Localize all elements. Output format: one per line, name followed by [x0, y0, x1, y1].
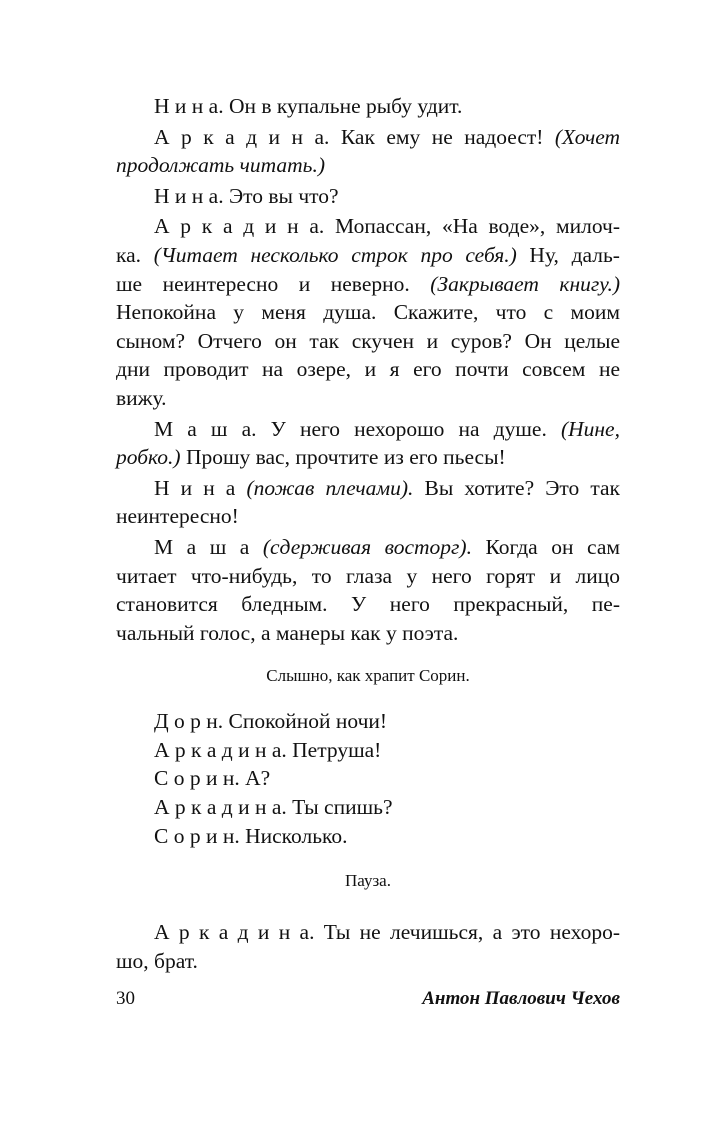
speaker: Н и н а. [154, 183, 224, 208]
speech: дни проводит на озере, и я его почти совсем не [116, 357, 620, 382]
speech: А? [239, 766, 271, 791]
speech: Мопассан, «На воде», милоч- [324, 214, 620, 239]
speech: Это вы что? [223, 183, 339, 208]
speech: Непокойна у меня душа. Скажите, что с моим [116, 300, 620, 325]
speech: Вы хотите? Это так [413, 475, 620, 500]
text-line [116, 241, 620, 270]
text-line [116, 123, 620, 152]
text-line [116, 918, 620, 947]
stage-direction: (Хочет [554, 124, 620, 149]
stage-direction: робко.) [116, 445, 181, 470]
text-line [116, 764, 620, 793]
speech: Ты не лечишься, а это нехоро- [314, 920, 620, 945]
speaker: А р к а д и н а. [154, 124, 330, 149]
text-line [116, 736, 620, 765]
speech: чальный голос, а манеры как у поэта. [116, 620, 459, 645]
text-line [116, 443, 620, 472]
running-author: Антон Павлович Чехов [422, 988, 620, 1009]
speech: Он в купальне рыбу удит. [223, 94, 463, 118]
text-line [116, 793, 620, 822]
speech: Прошу вас, прочтите из его пьесы! [180, 445, 506, 470]
text-line [116, 822, 620, 851]
text-line [116, 92, 620, 121]
text-line [116, 415, 620, 444]
speech: Петруша! [286, 737, 382, 762]
speech: Когда он сам [471, 534, 620, 559]
speaker: М а ш а [154, 534, 250, 559]
stage-direction: (пожав плечами). [246, 475, 414, 500]
stage-direction: (Читает несколько строк про себя.) [153, 242, 517, 267]
speaker: А р к а д и н а. [154, 795, 287, 820]
stage-direction: (сдерживая восторг). [262, 534, 472, 559]
speech: Спокойной ночи! [223, 709, 388, 734]
text-line [116, 384, 620, 413]
stage-remark: Пауза. [345, 871, 391, 891]
speaker: А р к а д и н а. [154, 737, 287, 762]
stage-direction: (Нине, [560, 416, 620, 441]
text-line [116, 182, 620, 211]
speech: ка. [116, 242, 154, 267]
speaker: А р к а д и н а. [154, 920, 315, 945]
text-line [116, 474, 620, 503]
speech: вижу. [116, 385, 167, 410]
space [249, 535, 263, 559]
text-line [116, 355, 620, 384]
text-line [116, 270, 620, 299]
text-line [116, 151, 620, 180]
speech: Ты спишь? [286, 795, 393, 820]
speech: читает что-нибудь, то глаза у него горят и лицо [116, 563, 620, 588]
text-line [116, 212, 620, 241]
space [235, 476, 246, 500]
stage-direction: продолжать читать.) [116, 153, 325, 178]
speaker: Д о р н. [154, 709, 224, 734]
text-line [116, 590, 620, 619]
speaker: М а ш а. [154, 416, 257, 441]
speaker: Н и н а [154, 475, 236, 500]
speaker: С о р и н. [154, 823, 240, 848]
speech: становится бледным. У него прекрасный, пе- [116, 592, 620, 617]
dialogue-block [116, 707, 620, 850]
speech: неинтересно! [116, 504, 239, 529]
page-number: 30 [116, 988, 135, 1009]
page-body [116, 92, 620, 975]
text-line [116, 327, 620, 356]
stage-direction: (Закрывает книгу.) [430, 271, 621, 296]
speech: ше неинтересно и неверно. [116, 271, 431, 296]
text-line [116, 502, 620, 531]
speech: сыном? Отчего он так скучен и суров? Он целые [116, 328, 620, 353]
speech: шо, брат. [116, 948, 198, 973]
text-line [116, 947, 620, 976]
text-line [116, 533, 620, 562]
stage-remark: Слышно, как храпит Сорин. [266, 666, 470, 686]
speaker: А р к а д и н а. [154, 214, 325, 239]
speech: Ну, даль- [516, 242, 620, 267]
speech: У него нехорошо на душе. [256, 416, 561, 441]
text-line [116, 707, 620, 736]
speech: Нисколько. [239, 823, 348, 848]
dialogue-block [116, 918, 620, 975]
speaker: Н и н а. [154, 94, 224, 118]
speech: Как ему не надоест! [329, 124, 555, 149]
text-line [116, 562, 620, 591]
text-line [116, 298, 620, 327]
text-line [116, 619, 620, 648]
speaker: С о р и н. [154, 766, 240, 791]
